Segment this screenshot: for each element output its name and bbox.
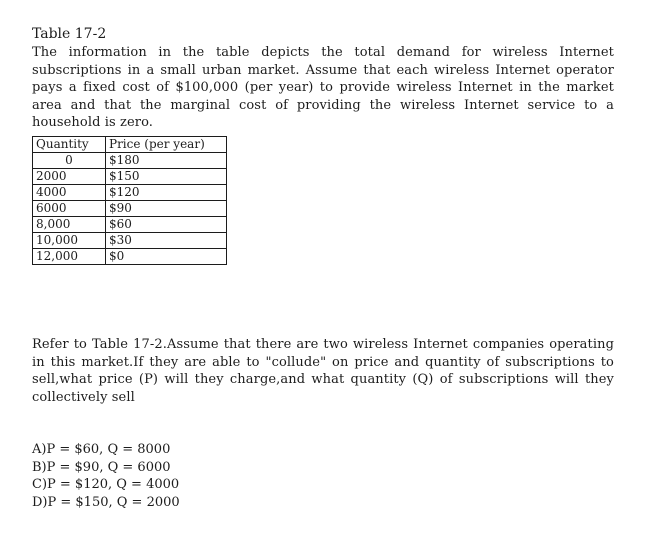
price-cell: $150 bbox=[106, 168, 227, 184]
answer-option-a[interactable]: A)P = $60, Q = 8000 bbox=[32, 442, 171, 457]
table-header-row bbox=[33, 136, 227, 152]
quantity-cell: 2000 bbox=[33, 168, 106, 184]
answer-option-c[interactable]: C)P = $120, Q = 4000 bbox=[32, 477, 180, 492]
quantity-cell: 0 bbox=[33, 152, 106, 168]
intro-paragraph: The information in the table depicts the total demand for wireless Internet subscriptions in a small urban market. Assume that each wireless Internet operator pays a fixed cost of $100,000 (per year) to provide wireless Internet in the market area and that the marginal cost of providing the wireless Internet service to a household is zero. bbox=[32, 45, 614, 130]
table-title: Table 17-2 bbox=[32, 26, 107, 42]
price-cell: $60 bbox=[106, 216, 227, 232]
table-row bbox=[33, 216, 227, 232]
table-row bbox=[33, 184, 227, 200]
price-cell: $90 bbox=[106, 200, 227, 216]
demand-table bbox=[32, 136, 227, 265]
table-row bbox=[33, 168, 227, 184]
price-column-header: Price (per year) bbox=[106, 136, 227, 152]
question-text: Refer to Table 17-2.Assume that there are two wireless Internet companies operating in this market.If they are able to "collude" on price and quantity of subscriptions to sell,what price (P) will they charge,and what quantity (Q) of subscriptions will they collectively sell bbox=[32, 337, 614, 405]
quantity-cell: 6000 bbox=[33, 200, 106, 216]
price-cell: $30 bbox=[106, 232, 227, 248]
price-cell: $180 bbox=[106, 152, 227, 168]
quantity-cell: 12,000 bbox=[33, 248, 106, 264]
quantity-column-header: Quantity bbox=[33, 136, 106, 152]
table-row bbox=[33, 248, 227, 264]
answer-option-b[interactable]: B)P = $90, Q = 6000 bbox=[32, 459, 171, 475]
quantity-cell: 8,000 bbox=[33, 216, 106, 232]
quantity-cell: 10,000 bbox=[33, 232, 106, 248]
quantity-cell: 4000 bbox=[33, 184, 106, 200]
answer-options bbox=[32, 441, 180, 511]
document-body bbox=[32, 26, 614, 265]
table-row bbox=[33, 232, 227, 248]
price-cell: $0 bbox=[106, 248, 227, 264]
price-cell: $120 bbox=[106, 184, 227, 200]
table-row bbox=[33, 152, 227, 168]
table-row bbox=[33, 200, 227, 216]
answer-option-d[interactable]: D)P = $150, Q = 2000 bbox=[32, 494, 180, 510]
